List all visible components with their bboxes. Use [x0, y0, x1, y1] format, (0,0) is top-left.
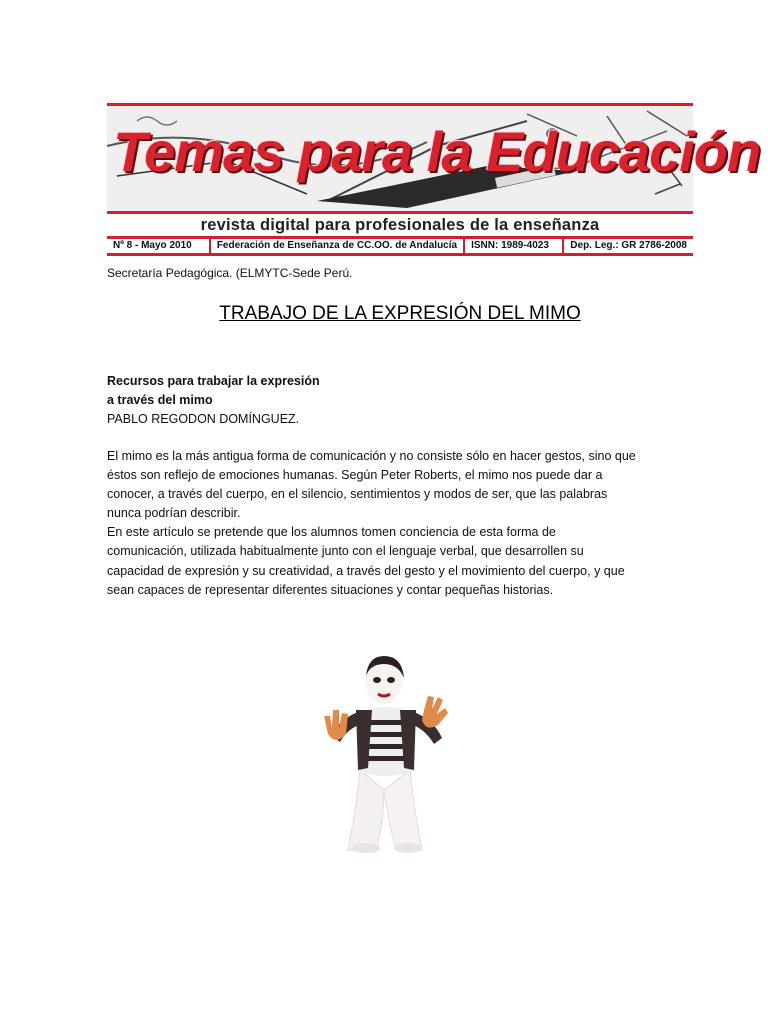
legal-deposit: Dep. Leg.: GR 2786-2008 [570, 240, 687, 251]
author-name: PABLO REGODON DOMÍNGUEZ. [107, 412, 300, 426]
mime-figure-icon [318, 650, 448, 855]
resource-line-1: Recursos para trabajar la expresión [107, 374, 320, 388]
paragraph-2 [107, 523, 697, 599]
magazine-info-bar [107, 236, 693, 256]
paragraph-1-line: conocer, a través del cuerpo, en el silencio, sentimientos y modos de ser, que las palabras [107, 487, 608, 502]
article-title: TRABAJO DE LA EXPRESIÓN DEL MIMO [219, 303, 581, 324]
paragraph-2-line: capacidad de expresión y su creatividad, a través del gesto y el movimiento del cuerpo, y que [107, 563, 625, 578]
paragraph-1-line: El mimo es la más antigua forma de comunicación y no consiste sólo en hacer gestos, sino que [107, 449, 636, 463]
federation-name: Federación de Enseñanza de CC.OO. de Andalucía [211, 239, 465, 253]
paragraph-1-line: éstos son reflejo de emociones humanas. Según Peter Roberts, el mimo nos puede dar a [107, 468, 603, 483]
magazine-header [107, 103, 761, 256]
mime-figure-image [318, 650, 448, 855]
paragraph-2-line: sean capaces de representar diferentes situaciones y contar pequeñas historias. [107, 582, 554, 597]
issn: ISNN: 1989-4023 [465, 239, 564, 253]
magazine-subtitle: revista digital para profesionales de la enseñanza [200, 216, 600, 234]
paragraph-2-line: comunicación, utilizada habitualmente junto con el lenguaje verbal, que desarrollen su [107, 544, 584, 559]
paragraph-1-line: nunca podrían describir. [107, 506, 241, 521]
header-artwork [107, 106, 761, 211]
article-body [107, 447, 697, 600]
resource-line-2: a través del mimo [107, 393, 213, 407]
secretaria-line: Secretaría Pedagógica. (ELMYTC-Sede Perú. [107, 266, 353, 280]
magazine-logo-title: Temas para la Educación [113, 120, 761, 183]
paragraph-2-line: En este artículo se pretende que los alumnos tomen conciencia de esta forma de [107, 525, 556, 540]
issue-number: Nº 8 - Mayo 2010 [107, 239, 211, 253]
article-resource-block [107, 372, 320, 429]
paragraph-1 [107, 447, 697, 523]
